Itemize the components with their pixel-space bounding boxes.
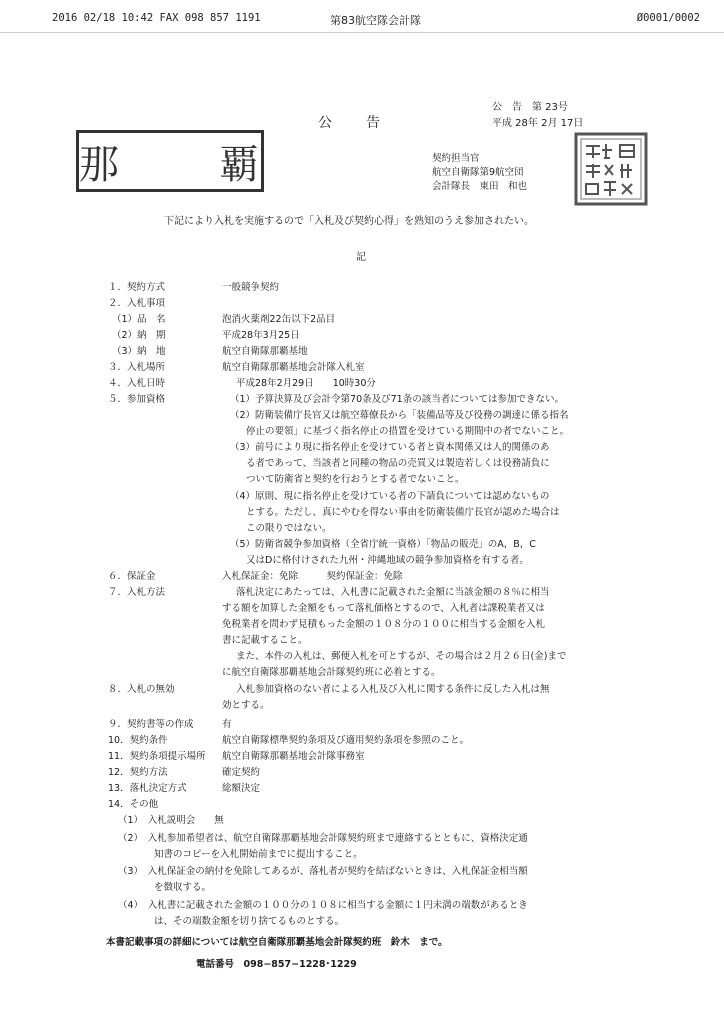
item-7-line: 落札決定にあたっては、入札書に記載された金額に当該金額の８％に相当: [236, 587, 550, 598]
item-13-label: 13．落札決定方式: [108, 783, 187, 794]
item-7-line: 免税業者を問わず見積もった金額の１０８分の１００に相当する金額を入札: [222, 619, 546, 630]
item-2-label: ２．入札事項: [108, 298, 166, 309]
item-7-line: また、本件の入札は、郵便入札を可とするが、その場合は２月２６日(金)まで: [236, 651, 567, 662]
item-7-line: 書に記載すること。: [222, 635, 308, 646]
item-14-2a: （2） 入札参加希望者は、航空自衛隊那覇基地会計隊契約班まで連絡するとともに、資格決定通: [118, 833, 528, 844]
item-2-2-value: 平成28年3月25日: [222, 330, 300, 341]
item-14-2b: 知書のコピーを入札開始前までに提出すること。: [154, 849, 363, 860]
item-6-value: 入札保証金：免除 契約保証金：免除: [222, 571, 403, 582]
item-4-label: ４．入札日時: [108, 378, 166, 389]
item-5-line: （4）原則、現に指名停止を受けている者の下請負については認めないもの: [230, 491, 550, 502]
item-7-label: ７．入札方法: [108, 587, 166, 598]
item-2-1-label: （1）品 名: [112, 314, 166, 325]
item-3-label: ３．入札場所: [108, 362, 166, 373]
item-5-line: （5）防衛省競争参加資格（全省庁統一資格）「物品の販売」のA，B，C: [230, 539, 536, 550]
item-2-2-label: （2）納 期: [112, 330, 166, 341]
item-5-line: ついて防衛省と契約を行おうとする者でないこと。: [246, 474, 465, 485]
item-10-label: 10．契約条件: [108, 735, 168, 746]
item-8-label: ８．入札の無効: [108, 684, 175, 695]
fax-header-center: 第83航空隊会計隊: [330, 14, 421, 27]
item-5-line: （1）予算決算及び会計令第70条及び71条の該当者については参加できない。: [230, 394, 565, 405]
item-7-line: する額を加算した金額をもって落札価格とするので、入札者は課税業者又は: [222, 603, 545, 614]
item-14-3a: （3） 入札保証金の納付を免除してあるが、落札者が契約を結ばないときは、入札保証金相当額: [118, 866, 528, 877]
item-5-line: とする。ただし、真にやむを得ない事由を防衛装備庁長官が認めた場合は: [246, 507, 560, 518]
item-5-line: （2）防衛装備庁長官又は航空幕僚長から「装備品等及び役務の調達に係る指名: [230, 410, 569, 421]
fax-header-left: 2016 02/18 10:42 FAX 098 857 1191: [52, 12, 261, 24]
item-1-label: １．契約方式: [108, 282, 166, 293]
item-10-value: 航空自衛隊標準契約条項及び適用契約条項を参照のこと。: [222, 735, 470, 746]
footer-details: 本書記載事項の詳細については航空自衛隊那覇基地会計隊契約班 鈴木 まで。: [106, 937, 448, 948]
item-8-line: 入札参加資格のない者による入札及び入札に関する条件に反した入札は無: [236, 684, 550, 695]
notice-number: 公 告 第 23号: [492, 102, 568, 113]
item-14-3b: を徴収する。: [154, 882, 212, 893]
fax-header-right: Ø0001/0002: [636, 12, 700, 24]
item-2-3-label: （3）納 地: [112, 346, 166, 357]
item-14-4a: （4） 入札書に記載された金額の１００分の１０８に相当する金額に１円未満の端数があるとき: [118, 900, 528, 911]
item-14-4b: は、その端数金額を切り捨てるものとする。: [154, 916, 345, 927]
item-4-value: 平成28年2月29日 10時30分: [236, 378, 376, 389]
item-5-line: （3）前号により現に指名停止を受けている者と資本関係又は人的関係のあ: [230, 442, 550, 453]
footer-phone: 電話番号 098−857−1228･1229: [196, 959, 357, 970]
item-11-label: 11．契約条項提示場所: [108, 751, 206, 762]
seal-icon: [574, 132, 648, 206]
item-12-label: 12．契約方法: [108, 767, 168, 778]
item-2-1-value: 泡消火薬剤22缶以下2品目: [222, 314, 336, 325]
notice-date: 平成 28年 2月 17日: [492, 118, 584, 129]
item-1-value: 一般競争契約: [222, 282, 280, 293]
item-6-label: ６．保証金: [108, 571, 156, 582]
item-8-line: 効とする。: [222, 700, 270, 711]
item-5-line: 又はDに格付けされた九州・沖縄地域の競争参加資格を有する者。: [246, 555, 529, 566]
item-5-line: この限りではない。: [246, 523, 332, 534]
item-14-1: （1） 入札説明会 無: [118, 815, 224, 826]
official-seal: [574, 132, 648, 210]
ki-heading: 記: [356, 252, 366, 263]
contractor-line-2: 航空自衛隊第9航空団: [432, 167, 524, 178]
page-title: 公告: [318, 115, 414, 131]
item-5-label: ５．参加資格: [108, 394, 166, 405]
item-2-3-value: 航空自衛隊那覇基地: [222, 346, 308, 357]
naha-stamp: 那 覇: [76, 130, 264, 192]
item-7-line: に航空自衛隊那覇基地会計隊契約班に必着とする。: [222, 667, 441, 678]
item-9-value: 有: [222, 719, 232, 730]
item-5-line: 停止の要領」に基づく指名停止の措置を受けている期間中の者でないこと。: [246, 426, 570, 437]
item-14-label: 14．その他: [108, 799, 159, 810]
item-13-value: 総額決定: [222, 783, 261, 794]
contractor-line-3: 会計隊長 東田 和也: [432, 181, 528, 192]
fax-divider: [0, 32, 724, 33]
item-12-value: 確定契約: [222, 767, 261, 778]
item-9-label: ９．契約書等の作成: [108, 719, 194, 730]
intro-text: 下記により入札を実施するので「入札及び契約心得」を熟知のうえ参加されたい。: [164, 216, 534, 227]
item-3-value: 航空自衛隊那覇基地会計隊入札室: [222, 362, 365, 373]
item-5-line: る者であって、当該者と同種の物品の売買又は製造若しくは役務請負に: [246, 458, 550, 469]
item-11-value: 航空自衛隊那覇基地会計隊事務室: [222, 751, 365, 762]
contractor-line-1: 契約担当官: [432, 153, 480, 164]
